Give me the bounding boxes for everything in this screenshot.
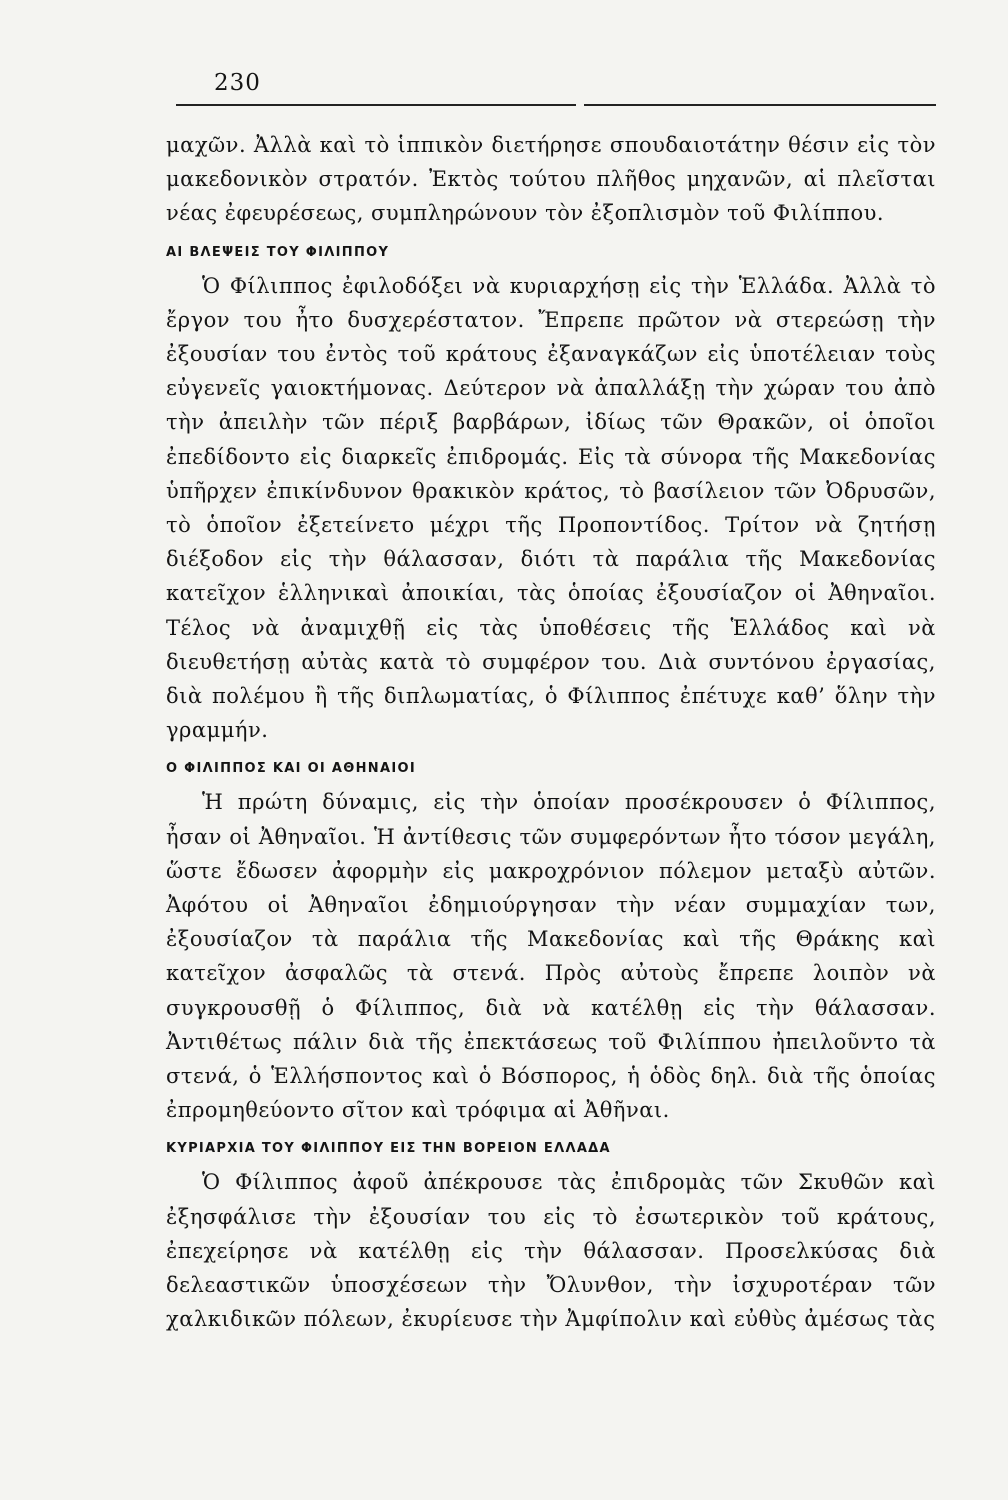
section-heading-northern-greece: ΚΥΡΙΑΡΧΙΑ ΤΟΥ ΦΙΛΙΠΠΟΥ ΕΙΣ ΤΗΝ ΒΟΡΕΙΟΝ ΕΛΛΑΔΑ bbox=[166, 1141, 611, 1157]
header-rule-left bbox=[176, 104, 576, 106]
paragraph-philip-athenians: Ἡ πρώτη δύναμις, εἰς τὴν ὁποίαν προσέκρουσεν ὁ Φίλιππος, ἦσαν οἱ Ἀθηναῖοι. Ἡ ἀντίθεσις τῶν συμφερόντων ἦτο τόσον μεγάλη, ὥστε ἔδωσεν ἀφορμὴν εἰς μακροχρόνιον πόλεμον μεταξὺ αὐτῶν. Ἀφότου οἱ Ἀθηναῖοι ἐδημιούργησαν τὴν νέαν συμμαχίαν των, ἐξουσίαζον τὰ παράλια τῆς Μακεδονίας καὶ τῆς Θράκης καὶ κατεῖχον ἀσφαλῶς τὰ στενά. Πρὸς αὐτοὺς ἔπρεπε λοιπὸν νὰ συγκρουσθῇ ὁ Φίλιππος, διὰ νὰ κατέλθῃ εἰς τὴν θάλασσαν. Ἀντιθέτως πάλιν διὰ τῆς ἐπεκτάσεως τοῦ Φιλίππου ἠπειλοῦντο τὰ στενά, ὁ Ἑλλήσποντος καὶ ὁ Βόσπορος, ἡ ὁδὸς δηλ. διὰ τῆς ὁποίας ἐπρομηθεύοντο σῖτον καὶ τρόφιμα αἱ Ἀθῆναι. bbox=[166, 790, 936, 1123]
paragraph-continuation: μαχῶν. Ἀλλὰ καὶ τὸ ἱππικὸν διετήρησε σπουδαιοτάτην θέσιν εἰς τὸν μακεδονικὸν στρατόν. Ἐκτὸς τούτου πλῆθος μηχανῶν, αἱ πλεῖσται νέας ἐφευρέσεως, συμπληρώνουν τὸν ἐξοπλισμὸν τοῦ Φιλίππου. bbox=[166, 133, 936, 226]
page-content bbox=[166, 128, 936, 1337]
paragraph-philip-aims: Ὁ Φίλιππος ἐφιλοδόξει νὰ κυριαρχήσῃ εἰς τὴν Ἑλλάδα. Ἀλλὰ τὸ ἔργον του ἦτο δυσχερέστατον. Ἔπρεπε πρῶτον νὰ στερεώσῃ τὴν ἐξουσίαν του ἐντὸς τοῦ κράτους ἐξαναγκάζων εἰς ὑποτέλειαν τοὺς εὐγενεῖς γαιοκτήμονας. Δεύτερον νὰ ἀπαλλάξῃ τὴν χώραν του ἀπὸ τὴν ἀπειλὴν τῶν πέριξ βαρβάρων, ἰδίως τῶν Θρακῶν, οἱ ὁποῖοι ἐπεδίδοντο εἰς διαρκεῖς ἐπιδρομάς. Εἰς τὰ σύνορα τῆς Μακεδονίας ὑπῆρχεν ἐπικίνδυνον θρακικὸν κράτος, τὸ βασίλειον τῶν Ὀδρυσῶν, τὸ ὁποῖον ἐξετείνετο μέχρι τῆς Προποντίδος. Τρίτον νὰ ζητήσῃ διέξοδον εἰς τὴν θάλασσαν, διότι τὰ παράλια τῆς Μακεδονίας κατεῖχον ἑλληνικαὶ ἀποικίαι, τὰς ὁποίας ἐξουσίαζον οἱ Ἀθηναῖοι. Τέλος νὰ ἀναμιχθῇ εἰς τὰς ὑποθέσεις τῆς Ἑλλάδος καὶ νὰ διευθετήσῃ αὐτὰς κατὰ τὸ συμφέρον του. Διὰ συντόνου ἐργασίας, διὰ πολέμου ἢ τῆς διπλωματίας, ὁ Φίλιππος ἐπέτυχε καθ’ ὅλην τὴν γραμμήν. bbox=[166, 273, 936, 743]
page-number: 230 bbox=[214, 70, 261, 96]
header-rule-right bbox=[584, 104, 936, 106]
section-heading-philip-athenians: Ο ΦΙΛΙΠΠΟΣ ΚΑΙ ΟΙ ΑΘΗΝΑΙΟΙ bbox=[166, 761, 416, 777]
paragraph-northern-greece: Ὁ Φίλιππος ἀφοῦ ἀπέκρουσε τὰς ἐπιδρομὰς τῶν Σκυθῶν καὶ ἐξησφάλισε τὴν ἐξουσίαν του εἰς τὸ ἐσωτερικὸν τοῦ κράτους, ἐπεχείρησε νὰ κατέλθῃ εἰς τὴν θάλασσαν. Προσελκύσας διὰ δελεαστικῶν ὑποσχέσεων τὴν Ὄλυνθον, τὴν ἰσχυροτέραν τῶν χαλκιδικῶν πόλεων, ἐκυρίευσε τὴν Ἀμφίπολιν καὶ εὐθὺς ἀμέσως τὰς bbox=[166, 1170, 936, 1332]
section-heading-philip-aims: ΑΙ ΒΛΕΨΕΙΣ ΤΟΥ ΦΙΛΙΠΠΟΥ bbox=[166, 244, 390, 260]
